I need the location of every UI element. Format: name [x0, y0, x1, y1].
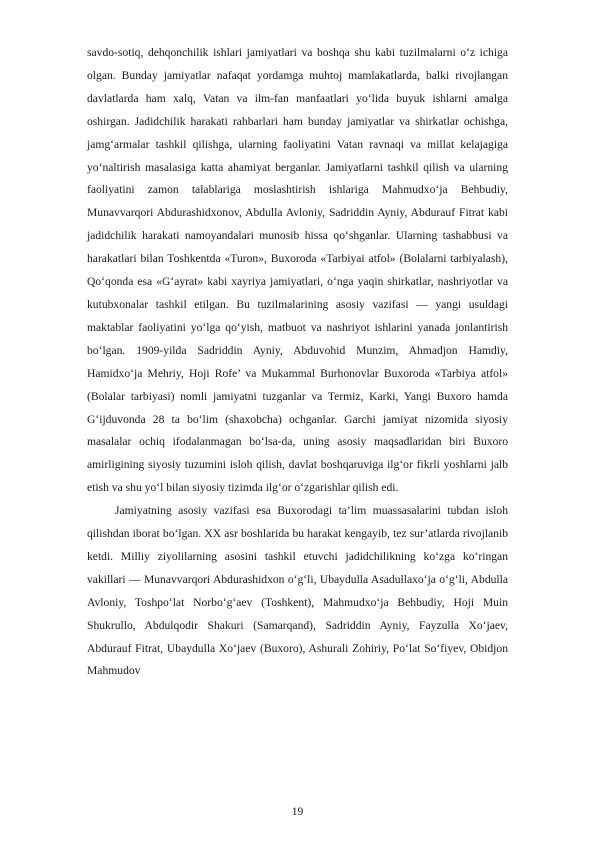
paragraph-2: Jamiyatning asosiy vazifasi esa Buxorodagi ta’lim muassasalarini tubdan isloh qilishdan iborat bo‘lgan. XX asr boshlarida bu harakat kengayib, tez sur’atlarda rivojlanib ketdi. Milliy ziyolilarning asosini tashkil etuvchi jadidchilikning ko‘zga ko‘ringan vakillari — Munavvarqori Abdurashidxon o‘g‘li, Ubaydulla Asadullaxo‘ja o‘g‘li, Abdulla Avloniy, Toshpo‘lat Norbo‘g‘aev (Toshkent), Mahmudxo‘ja Behbudiy, Hoji Muin Shukrullo, Abdulqodir Shakuri (Samarqand), Sadriddin Ayniy, Fayzulla Xo‘jaev, Abdurauf Fitrat, Ubaydulla Xo‘jaev (Buxoro), Ashurali Zohiriy, Po‘lat So‘fiyev, Obidjon Mahmudov — [87, 504, 508, 678]
page-number: 19 — [291, 805, 304, 818]
body-text — [87, 42, 508, 683]
paragraph-1: savdo-sotiq, dehqonchilik ishlari jamiyatlari va boshqa shu kabi tuzilmalarni o‘z ichiga olgan. Bunday jamiyatlar nafaqat yordamga muhtoj mamlakatlarda, balki rivojlangan davlatlarda ham xalq, Vatan va ilm-fan manfaatlari yo‘lida buyuk ishlarni amalga oshirgan. Jadidchilik harakati rahbarlari ham bunday jamiyatlar va shirkatlar ochishga, jamg‘armalar tashkil qilishga, ularning faoliyatini Vatan ravnaqi va millat kelajagiga yo‘naltirish masalasiga katta ahamiyat berganlar. Jamiyatlarni tashkil qilish va ularning faoliyatini zamon talablariga moslashtirish ishlariga Mahmudxo‘ja Behbudiy, Munavvarqori Abdurashidxonov, Abdulla Avloniy, Sadriddin Ayniy, Abdurauf Fitrat kabi jadidchilik harakati namoyandalari munosib hissa qo‘shganlar. Ularning tashabbusi va harakatlari bilan Toshkentda «Turon», Buxoroda «Tarbiyai atfol» (Bolalarni tarbiyalash), Qo‘qonda esa «G‘ayrat» kabi xayriya jamiyatlari, o‘nga yaqin shirkatlar, nashriyotlar va kutubxonalar tashkil etilgan. Bu tuzilmalarining asosiy vazifasi — yangi usuldagi maktablar faoliyatini yo‘lga qo‘yish, matbuot va nashriyot ishlarini yanada jonlantirish bo‘lgan. 1909-yilda Sadriddin Ayniy, Abduvohid Munzim, Ahmadjon Hamdiy, Hamidxo‘ja Mehriy, Hoji Rofe’ va Mukammal Burhonovlar Buxoroda «Tarbiya atfol» (Bolalar tarbiyasi) nomli jamiyatni tuzganlar va Termiz, Karki, Yangi Buxoro hamda G‘ijduvonda 28 ta bo‘lim (shaxobcha) ochganlar. Garchi jamiyat nizomida siyosiy masalalar ochiq ifodalanmagan bo‘lsa-da, uning asosiy maqsadlaridan biri Buxoro amirligining siyosiy tuzumini isloh qilish, davlat boshqaruviga ilg‘or fikrli yoshlarni jalb etish va shu yo‘l bilan siyosiy tizimda ilg‘or o‘zgarishlar qilish edi. — [87, 46, 508, 495]
